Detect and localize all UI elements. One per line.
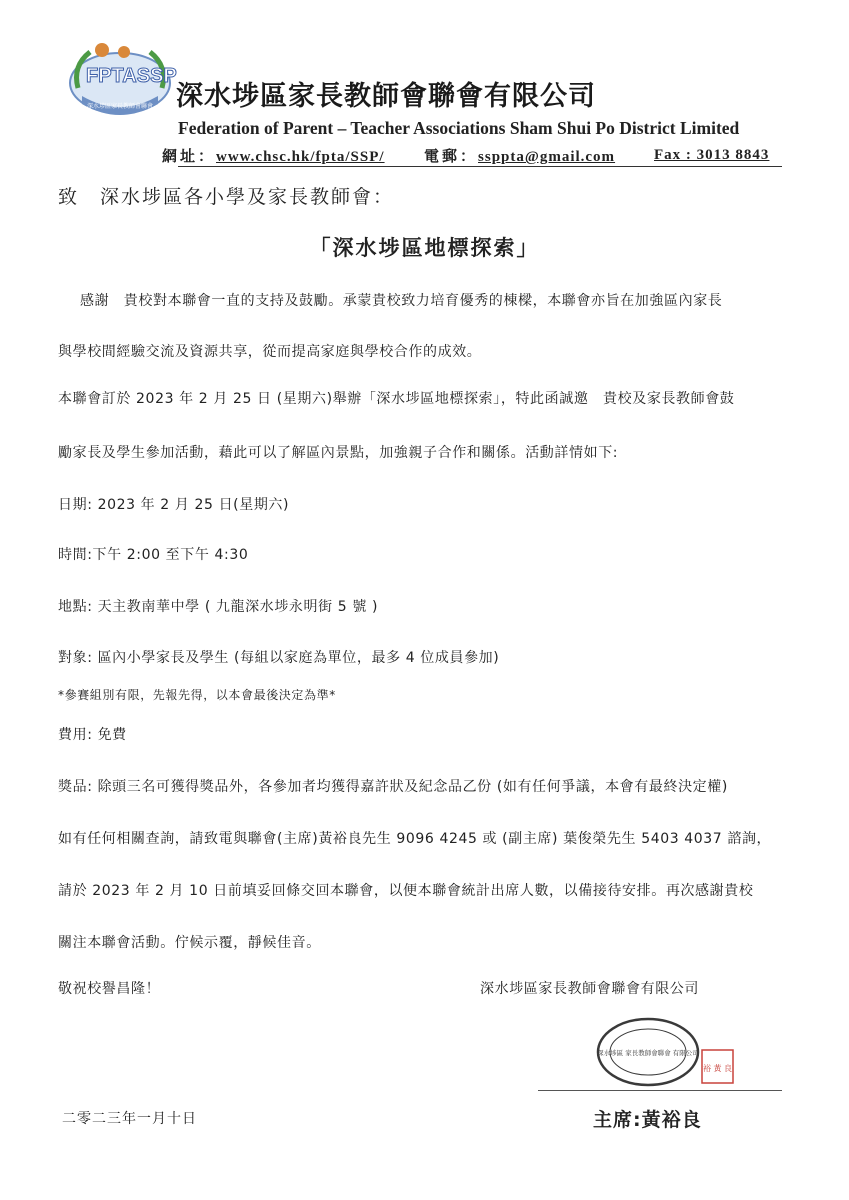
website-line <box>162 145 385 166</box>
company-seal <box>596 1017 700 1087</box>
sender-name: 深水埗區家長教師會聯會有限公司 <box>480 981 699 997</box>
event-fee: 費用: 免費 <box>58 727 127 743</box>
para2-line1: 本聯會訂於 2023 年 2 月 25 日 (星期六)舉辦「深水埗區地標探索」，特此函誠邀 貴校及家長教師會鼓 <box>58 391 735 407</box>
enquiry-line: 如有任何相關查詢，請致電與聯會(主席)黃裕良先生 9096 4245 或 (副主席) 葉俊榮先生 5403 4037 諮詢， <box>58 831 772 847</box>
registration-note: *參賽組別有限，先報先得，以本會最後決定為準* <box>58 688 336 702</box>
letter-date: 二零二三年一月十日 <box>62 1111 197 1127</box>
email-line <box>424 145 615 166</box>
seal-text: 深水埗區 家長教師會聯會 有限公司 <box>597 1049 699 1057</box>
org-name-cn: 深水埗區家長教師會聯會有限公司 <box>176 81 596 112</box>
reply-line2: 關注本聯會活動。佇候示覆，靜候佳音。 <box>58 935 321 951</box>
fax-number: Fax : 3013 8843 <box>654 147 770 163</box>
logo-text: FPTASSP <box>86 65 177 87</box>
event-date: 日期: 2023 年 2 月 25 日(星期六) <box>58 497 290 513</box>
personal-chop <box>701 1049 734 1084</box>
event-time: 時間:下午 2:00 至下午 4:30 <box>58 547 249 563</box>
chairman-signature: 主席:黃裕良 <box>593 1109 702 1131</box>
org-name-en: Federation of Parent – Teacher Associations Sham Shui Po District Limited <box>178 118 740 138</box>
reply-line1: 請於 2023 年 2 月 10 日前填妥回條交回本聯會，以便本聯會統計出席人數，以備接待安排。再次感謝貴校 <box>58 883 754 899</box>
para1-line2: 與學校間經驗交流及資源共享，從而提高家庭與學校合作的成效。 <box>58 344 482 360</box>
logo-ring-text: 深水埗區家長教師會聯會 <box>86 103 154 110</box>
para2-line2: 勵家長及學生參加活動，藉此可以了解區內景點，加強親子合作和關係。活動詳情如下: <box>58 445 619 461</box>
chop-text: 裕 黃 良 <box>702 1064 733 1073</box>
website-label: 網址： <box>162 147 217 165</box>
addressee: 致 深水埗區各小學及家長教師會： <box>58 186 395 208</box>
para1-line1: 感謝 貴校對本聯會一直的支持及鼓勵。承蒙貴校致力培育優秀的棟樑，本聯會亦旨在加強區內家長 <box>80 293 723 309</box>
event-target: 對象: 區內小學家長及學生 (每組以家庭為單位，最多 4 位成員參加) <box>58 650 500 666</box>
email-label: 電郵： <box>424 147 479 165</box>
website-link[interactable]: www.chsc.hk/fpta/SSP/ <box>216 149 385 165</box>
federation-logo <box>60 38 180 118</box>
event-title: 「深水埗區地標探索」 <box>309 236 540 260</box>
event-prize: 獎品: 除頭三名可獲得獎品外，各參加者均獲得嘉許狀及紀念品乙份 (如有任何爭議，本會有最終決定權) <box>58 779 728 795</box>
closing-line: 敬祝校譽昌隆！ <box>58 981 161 997</box>
fax-line <box>654 145 769 164</box>
email-link[interactable]: ssppta@gmail.com <box>478 149 616 165</box>
event-venue: 地點: 天主教南華中學 ( 九龍深水埗永明街 5 號 ) <box>58 599 379 615</box>
signature-line <box>538 1090 782 1091</box>
header-divider <box>178 166 782 167</box>
